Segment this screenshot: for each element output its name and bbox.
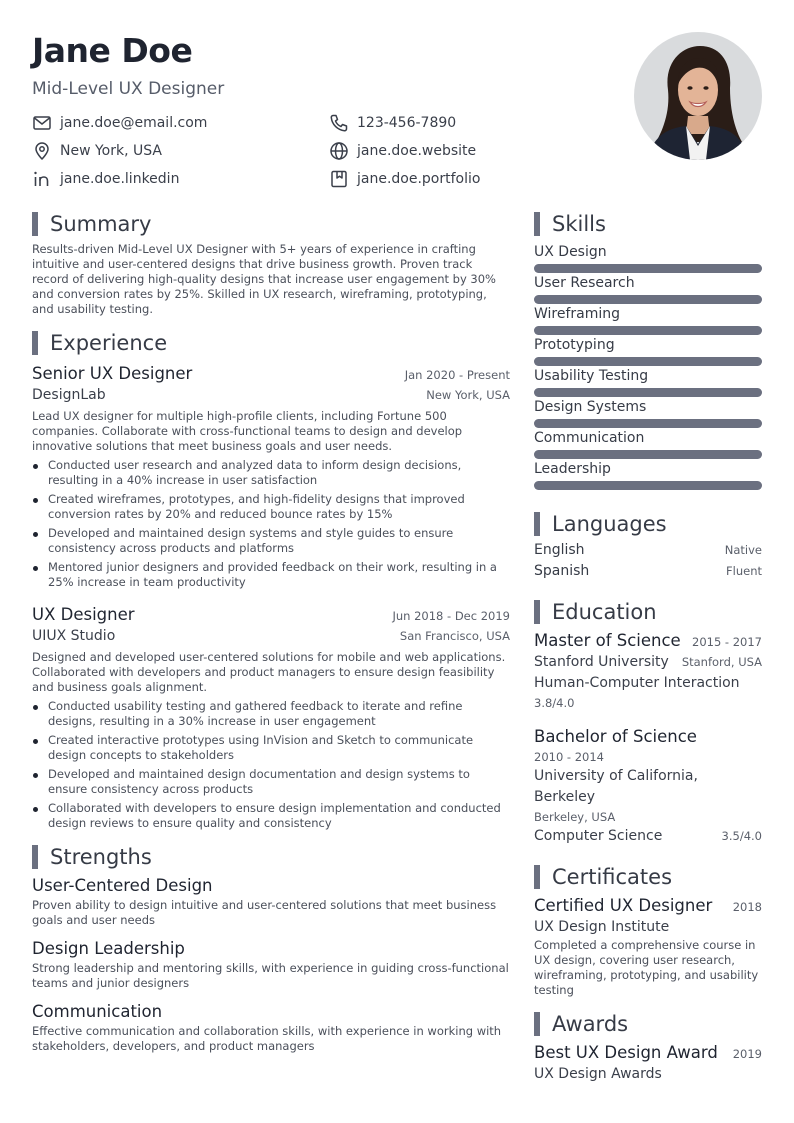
- language-row: [534, 542, 762, 563]
- award-year: 2019: [732, 1047, 762, 1061]
- skill-name: Prototyping: [534, 337, 615, 353]
- certificate-description: Completed a comprehensive course in UX design, covering user research, wireframing, prototyping, and usability testing: [534, 938, 759, 997]
- bullet-dot: [33, 498, 38, 503]
- language-row: [534, 563, 762, 584]
- bullet-dot: [33, 532, 38, 537]
- candidate-name: Jane Doe: [32, 31, 193, 70]
- award-title: Best UX Design Award: [534, 1043, 718, 1062]
- certificate-title: Certified UX Designer: [534, 896, 713, 915]
- certificate-issuer: UX Design Institute: [534, 919, 670, 935]
- strength-title: User-Centered Design: [32, 876, 213, 895]
- skill-item: [534, 304, 762, 335]
- bullet-text: Conducted usability testing and gathered feedback to iterate and refine designs, resulting in a 30% increase in user engagement: [48, 699, 463, 728]
- bullet-dot: [33, 773, 38, 778]
- bullet-item: [32, 560, 510, 590]
- contact-linkedin-text: jane.doe.linkedin: [60, 171, 180, 187]
- contact-website-text: jane.doe.website: [357, 143, 477, 159]
- section-title: Certificates: [552, 865, 673, 889]
- job-company-row: [32, 626, 510, 646]
- section-accent-bar: [32, 331, 38, 355]
- strength-title: Communication: [32, 1002, 163, 1021]
- skill-level-fill: [534, 388, 762, 397]
- awards-section: [534, 1012, 762, 1085]
- education-entry: [534, 726, 762, 847]
- certificate-title-row: [534, 895, 762, 917]
- contact-location: [32, 140, 162, 162]
- contact-portfolio-text: jane.doe.portfolio: [357, 171, 481, 187]
- job-bullets: [32, 458, 510, 590]
- job-title-row: [32, 604, 510, 626]
- skill-level-bar: [534, 326, 762, 335]
- bullet-item: [32, 699, 510, 729]
- bullet-item: [32, 526, 510, 556]
- skill-name: Usability Testing: [534, 368, 649, 384]
- portfolio-icon: [329, 169, 349, 189]
- skill-name: UX Design: [534, 244, 607, 260]
- skill-level-bar: [534, 264, 762, 273]
- skill-level-bar: [534, 388, 762, 397]
- section-header: [32, 212, 510, 236]
- skill-level-bar: [534, 357, 762, 366]
- skill-item: [534, 459, 762, 490]
- contact-portfolio[interactable]: [329, 168, 480, 190]
- skill-item: [534, 273, 762, 304]
- section-header: [32, 331, 510, 355]
- language-level: Fluent: [726, 564, 762, 578]
- skill-item: [534, 397, 762, 428]
- skill-name: Wireframing: [534, 306, 621, 322]
- job-description: Designed and developed user-centered solutions for mobile and web applications. Collaborated with developers and product managers to ensure design feasibility and business goals alignment.: [32, 650, 506, 694]
- strength-description: Effective communication and collaboration skills, with experience in working with stakeholders, developers, and product managers: [32, 1024, 502, 1053]
- skill-item: [534, 428, 762, 459]
- job-dates: Jun 2018 - Dec 2019: [392, 609, 510, 623]
- mail-icon: [32, 113, 52, 133]
- education-entry: [534, 630, 762, 712]
- skill-level-bar: [534, 419, 762, 428]
- skill-item: [534, 335, 762, 366]
- skill-name: Design Systems: [534, 399, 647, 415]
- education-location: Stanford, USA: [681, 655, 762, 669]
- section-title: Languages: [552, 512, 667, 536]
- location-pin-icon: [32, 141, 52, 161]
- bullet-item: [32, 733, 510, 763]
- bullet-item: [32, 767, 510, 797]
- skill-level-fill: [534, 295, 762, 304]
- languages-section: [534, 512, 762, 584]
- bullet-text: Created wireframes, prototypes, and high-fidelity designs that improved conversion rates by 20% and reduced bounce rates by 15%: [48, 492, 465, 521]
- candidate-title: Mid-Level UX Designer: [32, 79, 225, 99]
- skill-level-fill: [534, 326, 762, 335]
- section-header: [534, 1012, 762, 1036]
- bullet-text: Created interactive prototypes using InVision and Sketch to communicate design concepts to stakeholders: [48, 733, 474, 762]
- skill-name: Leadership: [534, 461, 611, 477]
- award-title-row: [534, 1042, 762, 1064]
- profile-photo: [634, 32, 762, 160]
- bullet-dot: [33, 705, 38, 710]
- education-degree: Bachelor of Science: [534, 727, 697, 746]
- bullet-dot: [33, 566, 38, 571]
- section-accent-bar: [32, 212, 38, 236]
- bullet-text: Developed and maintained design documentation and design systems to ensure consistency across products: [48, 767, 470, 796]
- education-degree: Master of Science: [534, 631, 681, 650]
- job-entry: [32, 604, 510, 831]
- experience-section: [32, 331, 510, 831]
- language-level: Native: [724, 543, 762, 557]
- strengths-section: [32, 845, 510, 1054]
- bullet-dot: [33, 464, 38, 469]
- skill-level-bar: [534, 450, 762, 459]
- contact-phone-text: 123-456-7890: [357, 115, 457, 131]
- sidebar-column: [534, 212, 762, 1085]
- summary-section: [32, 212, 510, 317]
- education-school: University of California, Berkeley: [534, 768, 698, 805]
- bullet-item: [32, 801, 510, 831]
- bullet-text: Collaborated with developers to ensure design implementation and conducted design reviews to ensure quality and consistency: [48, 801, 501, 830]
- contact-email[interactable]: [32, 112, 207, 134]
- section-accent-bar: [534, 212, 540, 236]
- job-company: DesignLab: [32, 387, 106, 403]
- bullet-item: [32, 492, 510, 522]
- skill-level-bar: [534, 481, 762, 490]
- contact-phone[interactable]: [329, 112, 456, 134]
- contact-website[interactable]: [329, 140, 476, 162]
- section-title: Skills: [552, 212, 606, 236]
- contact-email-text: jane.doe@email.com: [60, 115, 208, 131]
- education-degree-row: [534, 630, 762, 652]
- section-title: Awards: [552, 1012, 629, 1036]
- skills-section: [534, 212, 762, 490]
- education-field-row: [534, 826, 762, 847]
- education-gpa: 3.5/4.0: [721, 829, 762, 843]
- main-column: [32, 212, 510, 1054]
- contact-linkedin[interactable]: [32, 168, 179, 190]
- globe-icon: [329, 141, 349, 161]
- bullet-text: Developed and maintained design systems and style guides to ensure consistency across products and platforms: [48, 526, 454, 555]
- job-title: UX Designer: [32, 605, 135, 624]
- language-name: Spanish: [534, 563, 590, 579]
- job-entry: [32, 363, 510, 590]
- job-bullets: [32, 699, 510, 831]
- skill-item: [534, 366, 762, 397]
- summary-text: Results-driven Mid-Level UX Designer with 5+ years of experience in crafting intuitive and user-centered designs that drive business growth. Proven track record of delivering high-quality designs that increase user engagement by 30% and conversion rates by 25%. Skilled in UX research, wireframing, prototyping, and usability testing.: [32, 242, 496, 316]
- bullet-text: Mentored junior designers and provided feedback on their work, resulting in a 25% increase in team productivity: [48, 560, 497, 589]
- job-title-row: [32, 363, 510, 385]
- bullet-item: [32, 458, 510, 488]
- phone-icon: [329, 113, 349, 133]
- education-gpa: 3.8/4.0: [534, 696, 575, 710]
- section-header: [534, 600, 762, 624]
- job-title: Senior UX Designer: [32, 364, 193, 383]
- section-accent-bar: [32, 845, 38, 869]
- section-header: [534, 512, 762, 536]
- section-accent-bar: [534, 1012, 540, 1036]
- section-header: [32, 845, 510, 869]
- skills-list: [534, 242, 762, 490]
- job-location: San Francisco, USA: [399, 629, 510, 643]
- job-location: New York, USA: [426, 388, 510, 402]
- language-name: English: [534, 542, 585, 558]
- skill-level-fill: [534, 357, 762, 366]
- section-title: Summary: [50, 212, 152, 236]
- bullet-dot: [33, 807, 38, 812]
- job-description: Lead UX designer for multiple high-profile clients, including Fortune 500 companies. Collaborate with cross-functional teams to design and develop innovative solutions that meet business goals and user needs.: [32, 409, 463, 453]
- section-accent-bar: [534, 512, 540, 536]
- skill-level-fill: [534, 419, 762, 428]
- skill-level-fill: [534, 450, 762, 459]
- section-header: [534, 865, 762, 889]
- skill-level-fill: [534, 481, 762, 490]
- certificates-section: [534, 865, 762, 998]
- resume-header: [32, 30, 772, 200]
- education-school: Stanford University: [534, 654, 669, 670]
- job-company-row: [32, 385, 510, 405]
- education-field: Computer Science: [534, 828, 663, 844]
- education-location: Berkeley, USA: [534, 810, 616, 824]
- contact-location-text: New York, USA: [60, 143, 162, 159]
- education-years: 2015 - 2017: [692, 635, 762, 649]
- section-accent-bar: [534, 600, 540, 624]
- job-dates: Jan 2020 - Present: [404, 368, 510, 382]
- strength-title: Design Leadership: [32, 939, 185, 958]
- education-field: Human-Computer Interaction: [534, 675, 740, 691]
- linkedin-icon: [32, 169, 52, 189]
- skill-name: Communication: [534, 430, 645, 446]
- strength-description: Proven ability to design intuitive and user-centered solutions that meet business goals and user needs: [32, 898, 497, 927]
- section-header: [534, 212, 762, 236]
- job-company: UIUX Studio: [32, 628, 116, 644]
- section-title: Experience: [50, 331, 168, 355]
- education-years: 2010 - 2014: [534, 750, 604, 764]
- award-issuer: UX Design Awards: [534, 1066, 662, 1082]
- strength-description: Strong leadership and mentoring skills, with experience in guiding cross-functional teams and junior designers: [32, 961, 509, 990]
- bullet-dot: [33, 739, 38, 744]
- section-accent-bar: [534, 865, 540, 889]
- education-school-row: [534, 652, 762, 673]
- skill-name: User Research: [534, 275, 635, 291]
- section-title: Education: [552, 600, 657, 624]
- education-section: [534, 600, 762, 847]
- skill-level-bar: [534, 295, 762, 304]
- certificate-year: 2018: [732, 900, 762, 914]
- bullet-text: Conducted user research and analyzed data to inform design decisions, resulting in a 40% increase in user satisfaction: [48, 458, 462, 487]
- skill-item: [534, 242, 762, 273]
- section-title: Strengths: [50, 845, 152, 869]
- skill-level-fill: [534, 264, 762, 273]
